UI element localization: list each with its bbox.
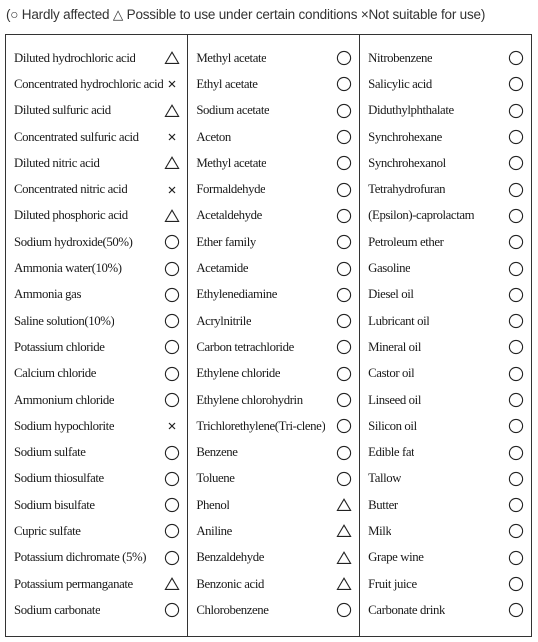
chemical-name: Methyl acetate — [196, 155, 267, 170]
chemical-name: Potassium permanganate — [14, 576, 133, 591]
chemical-name: Ethylene chlorohydrin — [196, 392, 303, 407]
chemical-row — [188, 255, 359, 281]
circle-icon — [507, 207, 525, 225]
chemical-row — [360, 334, 531, 360]
chemical-row — [6, 176, 187, 202]
chemical-row — [188, 571, 359, 597]
chemical-row — [360, 71, 531, 97]
circle-icon — [507, 601, 525, 619]
chemical-name: Sodium hydroxide(50%) — [14, 234, 133, 249]
chemical-row — [6, 466, 187, 492]
chemical-name: Concentrated hydrochloric acid — [14, 76, 164, 91]
circle-icon — [163, 601, 181, 619]
chemical-name: Concentrated nitric acid — [14, 182, 128, 197]
circle-icon — [163, 233, 181, 251]
circle-icon — [507, 444, 525, 462]
chemical-row — [188, 361, 359, 387]
circle-icon — [335, 286, 353, 304]
circle-icon — [163, 312, 181, 330]
chemical-name: Edible fat — [368, 445, 415, 460]
chemical-name: Cupric sulfate — [14, 523, 81, 538]
circle-icon — [507, 233, 525, 251]
cross-icon — [163, 75, 181, 93]
chemical-row — [188, 124, 359, 150]
chemical-row — [6, 387, 187, 413]
chemical-row — [360, 150, 531, 176]
chemical-name: Silicon oil — [368, 418, 417, 433]
circle-icon — [163, 286, 181, 304]
chemical-row — [188, 492, 359, 518]
cross-icon — [163, 128, 181, 146]
circle-icon — [507, 75, 525, 93]
chemical-name: Toluene — [196, 471, 235, 486]
chemical-row — [360, 98, 531, 124]
chemical-row — [188, 334, 359, 360]
chemical-name: Sodium thiosulfate — [14, 471, 104, 486]
circle-icon — [335, 49, 353, 67]
triangle-icon — [335, 549, 353, 567]
chemical-name: Potassium chloride — [14, 339, 105, 354]
circle-icon — [507, 49, 525, 67]
chemical-row — [6, 203, 187, 229]
chemical-row — [6, 255, 187, 281]
chemical-name: Fruit juice — [368, 576, 417, 591]
chemical-name: Formaldehyde — [196, 182, 266, 197]
chemical-name: Synchrohexanol — [368, 155, 446, 170]
chemical-row — [188, 150, 359, 176]
circle-icon — [163, 549, 181, 567]
circle-icon — [507, 365, 525, 383]
chemical-row — [6, 282, 187, 308]
chemical-name: Aniline — [196, 523, 232, 538]
chemical-row — [360, 439, 531, 465]
chemical-name: Diluted phosphoric acid — [14, 208, 128, 223]
chemical-name: Petroleum ether — [368, 234, 444, 249]
circle-icon — [507, 575, 525, 593]
column-2 — [187, 35, 359, 636]
chemical-name: Benzaldehyde — [196, 550, 265, 565]
chemical-row — [188, 229, 359, 255]
chemical-name: Ammonium chloride — [14, 392, 115, 407]
circle-icon — [507, 549, 525, 567]
circle-icon — [507, 417, 525, 435]
chemical-row — [360, 466, 531, 492]
chemical-row — [360, 545, 531, 571]
chemical-row — [6, 571, 187, 597]
circle-icon — [507, 102, 525, 120]
chemical-name: Sodium hypochlorite — [14, 418, 115, 433]
circle-icon — [335, 444, 353, 462]
circle-icon — [163, 260, 181, 278]
chemical-name: Nitrobenzene — [368, 50, 433, 65]
chemical-row — [6, 545, 187, 571]
circle-icon — [507, 470, 525, 488]
chemical-row — [360, 387, 531, 413]
circle-icon — [163, 338, 181, 356]
chemical-name: Carbon tetrachloride — [196, 339, 294, 354]
triangle-icon — [163, 207, 181, 225]
chemical-name: Gasoline — [368, 261, 411, 276]
chemical-row — [360, 597, 531, 623]
chemical-row — [360, 229, 531, 255]
circle-icon — [507, 286, 525, 304]
chemical-row — [188, 71, 359, 97]
chemical-name: Phenol — [196, 497, 230, 512]
resistance-table — [5, 34, 532, 637]
chemical-row — [188, 203, 359, 229]
triangle-icon — [163, 575, 181, 593]
chemical-name: Grape wine — [368, 550, 424, 565]
circle-icon — [335, 181, 353, 199]
chemical-row — [188, 98, 359, 124]
circle-icon — [335, 470, 353, 488]
chemical-row — [6, 413, 187, 439]
chemical-row — [188, 308, 359, 334]
triangle-icon — [163, 154, 181, 172]
chemical-name: Benzonic acid — [196, 576, 264, 591]
chemical-name: Calcium chloride — [14, 366, 97, 381]
circle-icon — [335, 391, 353, 409]
chemical-name: Saline solution(10%) — [14, 313, 115, 328]
chemical-row — [6, 308, 187, 334]
triangle-icon — [335, 575, 353, 593]
circle-icon — [507, 496, 525, 514]
chemical-row — [360, 45, 531, 71]
circle-icon — [335, 365, 353, 383]
chemical-name: Synchrohexane — [368, 129, 442, 144]
chemical-name: Mineral oil — [368, 339, 421, 354]
circle-icon — [163, 470, 181, 488]
chemical-row — [6, 492, 187, 518]
circle-icon — [335, 102, 353, 120]
chemical-row — [188, 466, 359, 492]
chemical-row — [360, 282, 531, 308]
circle-icon — [335, 154, 353, 172]
chemical-name: Sodium carbonate — [14, 602, 101, 617]
circle-icon — [335, 260, 353, 278]
chemical-name: Potassium dichromate (5%) — [14, 550, 147, 565]
chemical-name: Trichlorethylene(Tri-clene) — [196, 418, 326, 433]
chemical-name: Diesel oil — [368, 287, 414, 302]
chemical-row — [6, 150, 187, 176]
chemical-name: Lubricant oil — [368, 313, 430, 328]
circle-icon — [163, 496, 181, 514]
triangle-icon — [163, 49, 181, 67]
chemical-name: Sodium bisulfate — [14, 497, 95, 512]
chemical-name: Diluted hydrochloric acid — [14, 50, 136, 65]
chemical-row — [6, 71, 187, 97]
circle-icon — [163, 365, 181, 383]
chemical-row — [360, 255, 531, 281]
chemical-row — [188, 387, 359, 413]
circle-icon — [335, 601, 353, 619]
chemical-row — [360, 518, 531, 544]
chemical-row — [188, 45, 359, 71]
triangle-icon — [335, 496, 353, 514]
circle-icon — [507, 181, 525, 199]
chemical-name: Linseed oil — [368, 392, 421, 407]
chemical-name: Tallow — [368, 471, 402, 486]
chemical-row — [6, 334, 187, 360]
chemical-name: Castor oil — [368, 366, 415, 381]
circle-icon — [335, 417, 353, 435]
circle-icon — [163, 522, 181, 540]
chemical-row — [360, 308, 531, 334]
circle-icon — [163, 391, 181, 409]
circle-icon — [507, 260, 525, 278]
triangle-icon — [335, 522, 353, 540]
legend-text: (○ Hardly affected △ Possible to use under certain conditions ×Not suitable for use) — [6, 7, 486, 22]
chemical-name: Ethylene chloride — [196, 366, 281, 381]
circle-icon — [163, 444, 181, 462]
chemical-row — [188, 518, 359, 544]
chemical-row — [360, 571, 531, 597]
circle-icon — [507, 391, 525, 409]
chemical-name: Ethylenediamine — [196, 287, 278, 302]
chemical-row — [360, 361, 531, 387]
chemical-name: Ethyl acetate — [196, 76, 258, 91]
circle-icon — [507, 522, 525, 540]
chemical-row — [6, 597, 187, 623]
chemical-name: Chlorobenzene — [196, 602, 269, 617]
chemical-name: Salicylic acid — [368, 76, 432, 91]
chemical-row — [188, 545, 359, 571]
chemical-name: Butter — [368, 497, 398, 512]
circle-icon — [335, 207, 353, 225]
column-3 — [359, 35, 531, 636]
chemical-name: Carbonate drink — [368, 602, 445, 617]
chemical-name: Aceton — [196, 129, 231, 144]
column-1 — [6, 35, 187, 636]
circle-icon — [335, 75, 353, 93]
chemical-row — [188, 439, 359, 465]
circle-icon — [335, 233, 353, 251]
chemical-row — [188, 176, 359, 202]
circle-icon — [335, 338, 353, 356]
chemical-row — [6, 229, 187, 255]
chemical-row — [6, 124, 187, 150]
cross-icon — [163, 417, 181, 435]
chemical-name: Methyl acetate — [196, 50, 267, 65]
chemical-row — [6, 45, 187, 71]
cross-icon — [163, 181, 181, 199]
chemical-name: Milk — [368, 523, 392, 538]
circle-icon — [507, 312, 525, 330]
chemical-row — [188, 413, 359, 439]
chemical-name: Diluted nitric acid — [14, 155, 100, 170]
chemical-row — [6, 439, 187, 465]
chemical-row — [6, 518, 187, 544]
circle-icon — [335, 128, 353, 146]
chemical-row — [360, 492, 531, 518]
chemical-name: Concentrated sulfuric acid — [14, 129, 139, 144]
chemical-name: Sodium sulfate — [14, 445, 86, 460]
circle-icon — [507, 154, 525, 172]
circle-icon — [507, 338, 525, 356]
chemical-row — [188, 597, 359, 623]
chemical-row — [6, 98, 187, 124]
chemical-name: Acetaldehyde — [196, 208, 262, 223]
circle-icon — [335, 312, 353, 330]
chemical-name: Acrylnitrile — [196, 313, 252, 328]
chemical-name: (Epsilon)-caprolactam — [368, 208, 475, 223]
chemical-row — [360, 413, 531, 439]
chemical-name: Diduthylphthalate — [368, 103, 454, 118]
chemical-row — [6, 361, 187, 387]
chemical-row — [360, 176, 531, 202]
chemical-name: Sodium acetate — [196, 103, 270, 118]
chemical-name: Ether family — [196, 234, 256, 249]
chemical-name: Diluted sulfuric acid — [14, 103, 111, 118]
chemical-name: Tetrahydrofuran — [368, 182, 446, 197]
chemical-name: Ammonia water(10%) — [14, 261, 122, 276]
chemical-name: Benzene — [196, 445, 238, 460]
triangle-icon — [163, 102, 181, 120]
chemical-row — [188, 282, 359, 308]
chemical-row — [360, 203, 531, 229]
chemical-name: Acetamide — [196, 261, 249, 276]
chemical-row — [360, 124, 531, 150]
circle-icon — [507, 128, 525, 146]
chemical-name: Ammonia gas — [14, 287, 82, 302]
